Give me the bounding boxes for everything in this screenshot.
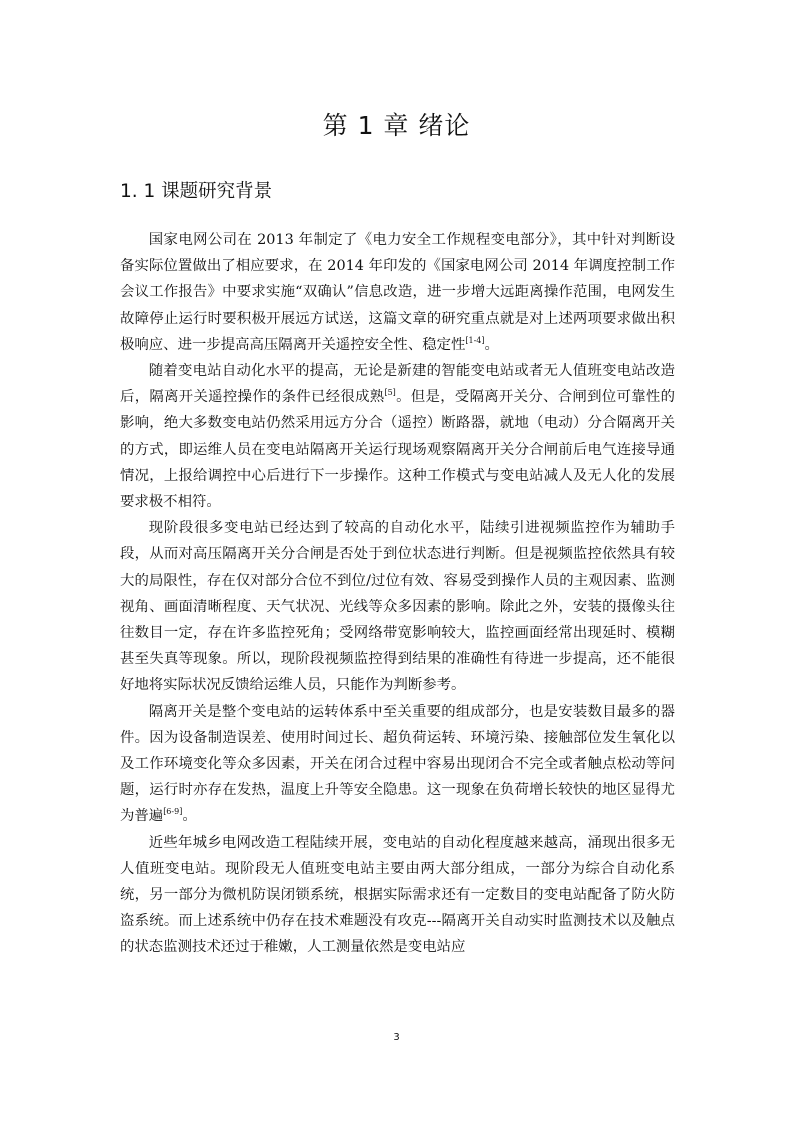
citation: [1-4]: [465, 335, 485, 345]
citation: [6-9]: [163, 807, 183, 817]
paragraph-text: 隔离开关是整个变电站的运转体系中至关重要的组成部分，也是安装数目最多的器件。因为设备制造误差、使用时间过长、超负荷运转、环境污染、接触部位发生氧化以及工作环境变化等众多因素，开关在闭合过程中容易出现闭合不完全或者触点松动等问题，运行时亦存在发热，温度上升等安全隐患。这一现象在负荷增长较快的地区显得尤为普遍: [120, 703, 675, 825]
chapter-title: 第 1 章 绪论: [322, 111, 471, 140]
paragraph-tail: 。但是，受隔离开关分、合闸到位可靠性的影响，绝大多数变电站仍然采用远方分合（遥控）断路器，就地（电动）分合隔离开关的方式，即运维人员在变电站隔离开关运行现场观察隔离开关分合闸前后电气连接导通情况，上报给调控中心后进行下一步操作。这种工作模式与变电站减人及无人化的发展要求极不相符。: [120, 389, 675, 511]
paragraph-text: 近些年城乡电网改造工程陆续开展，变电站的自动化程度越来越高，涌现出很多无人值班变电站。现阶段无人值班变电站主要由两大部分组成，一部分为综合自动化系统，另一部分为微机防误闭锁系统，根据实际需求还有一定数目的变电站配备了防火防盗系统。而上述系统中仍存在技术难题没有攻克---隔离开关自动实时监测技术以及触点的状态监测技术还过于稚嫩，人工测量依然是变电站应: [120, 834, 675, 956]
paragraph-1: [120, 227, 675, 358]
paragraph-3: [120, 515, 675, 698]
body-text: [120, 227, 675, 961]
paragraph-4: [120, 699, 675, 830]
page-number: 3: [393, 1032, 400, 1043]
citation: [5]: [384, 388, 396, 398]
paragraph-tail: 。: [484, 336, 499, 353]
paragraph-text: 随着变电站自动化水平的提高，无论是新建的智能变电站或者无人值班变电站改造后，隔离开关遥控操作的条件已经很成熟: [120, 363, 675, 406]
paragraph-text: 现阶段很多变电站已经达到了较高的自动化水平，陆续引进视频监控作为辅助手段，从而对高压隔离开关分合闸是否处于到位状态进行判断。但是视频监控依然具有较大的局限性，存在仅对部分合位不到位/过位有效、容易受到操作人员的主观因素、监测视角、画面清晰程度、天气状况、光线等众多因素的影响。除此之外，安装的摄像头往往数目一定，存在许多监控死角；受网络带宽影响较大，监控画面经常出现延时、模糊甚至失真等现象。所以，现阶段视频监控得到结果的准确性有待进一步提高，还不能很好地将实际状况反馈给运维人员，只能作为判断参考。: [120, 520, 675, 694]
paragraph-text: 国家电网公司在 2013 年制定了《电力安全工作规程变电部分》，其中针对判断设备实际位置做出了相应要求，在 2014 年印发的《国家电网公司 2014 年调度控制工作会议工作报告》中要求实施“双确认”信息改造，进一步增大远距离操作范围，电网发生故障停止运行时要积极开展远方试送，这篇文章的研究重点就是对上述两项要求做出积极响应、进一步提高高压隔离开关遥控安全性、稳定性: [120, 232, 675, 353]
paragraph-2: [120, 358, 675, 515]
paragraph-5: [120, 830, 675, 961]
paragraph-tail: 。: [182, 808, 197, 825]
section-title: 1. 1 课题研究背景: [120, 181, 273, 202]
